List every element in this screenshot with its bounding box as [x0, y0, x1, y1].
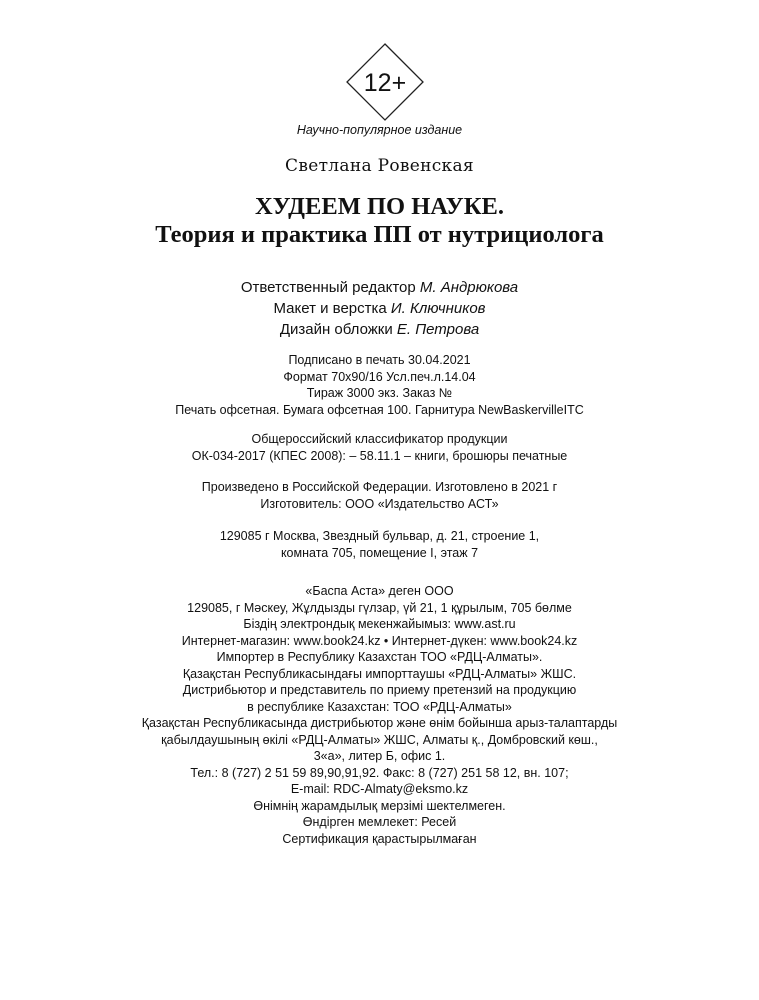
credits: [0, 277, 759, 340]
kz-info-line: Өнімнің жарамдылық мерзімі шектелмеген.: [253, 798, 506, 813]
credit-person: М. Андрюкова: [419, 279, 519, 296]
credit-role: Дизайн обложки: [279, 321, 393, 338]
kz-info-line: Қазақстан Республикасындағы импорттаушы «РДЦ-Алматы» ЖШС.: [182, 666, 577, 681]
age-rating-label: 12+: [363, 69, 407, 97]
kz-info-line: E-mail: RDC-Almaty@eksmo.kz: [290, 782, 469, 796]
kz-info-line: Импортер в Республику Казахстан ТОО «РДЦ-Алматы».: [216, 650, 543, 664]
kz-info-line: «Баспа Аста» деген ООО: [305, 584, 454, 598]
manufacturer-line: Изготовитель: ООО «Издательство АСТ»: [260, 496, 499, 511]
manufacturer-info: [0, 479, 759, 512]
kz-info-line: 3«а», литер Б, офис 1.: [313, 749, 446, 763]
kz-info-line: Дистрибьютор и представитель по приему претензий на продукцию: [182, 683, 577, 697]
classifier-line: ОК-034-2017 (КПЕС 2008): – 58.11.1 – книги, брошюры печатные: [191, 448, 568, 463]
classifier-line: Общероссийский классификатор продукции: [251, 432, 508, 446]
credit-person: Е. Петрова: [396, 321, 480, 338]
print-info-line: Печать офсетная. Бумага офсетная 100. Гарнитура NewBaskervilleITC: [175, 402, 584, 417]
print-info-line: Подписано в печать 30.04.2021: [288, 353, 471, 367]
address-line: комната 705, помещение I, этаж 7: [280, 545, 479, 560]
address-line: 129085 г Москва, Звездный бульвар, д. 21, строение 1,: [219, 529, 540, 543]
credit-role: Ответственный редактор: [240, 279, 416, 296]
print-info: [0, 352, 759, 418]
kz-info-line: Қазақстан Республикасында дистрибьютор және өнім бойынша арыз-талаптарды: [141, 716, 618, 730]
kz-info-line: Біздің электрондық мекенжайымыз: www.ast.ru: [243, 617, 516, 631]
kz-info-line: Өндірген мемлекет: Ресей: [302, 815, 457, 829]
credit-person: И. Ключников: [390, 300, 486, 317]
age-rating-diamond-icon: [346, 43, 424, 121]
kz-info-line: Тел.: 8 (727) 2 51 59 89,90,91,92. Факс: 8 (727) 251 58 12, вн. 107;: [190, 765, 569, 780]
credit-layout: [0, 298, 759, 319]
kz-info-line: 129085, г Мәскеу, Жұлдызды гүлзар, үй 21, 1 құрылым, 705 бөлме: [187, 600, 572, 615]
kz-info-line: Сертификация қарастырылмаған: [282, 831, 477, 846]
credit-role: Макет и верстка: [273, 300, 387, 317]
book-title-line-2: Теория и практика ПП от нутрициолога: [155, 221, 604, 248]
author-name: Светлана Ровенская: [285, 156, 474, 176]
kazakhstan-info: [0, 583, 759, 847]
print-info-line: Формат 70x90/16 Усл.печ.л.14.04: [283, 369, 476, 384]
manufacturer-line: Произведено в Российской Федерации. Изготовлено в 2021 г: [201, 480, 558, 494]
book-title-line-1: ХУДЕЕМ ПО НАУКЕ.: [254, 193, 505, 220]
age-rating-badge: [346, 43, 424, 121]
credit-editor: [0, 277, 759, 298]
series-label: Научно-популярное издание: [296, 123, 463, 137]
kz-info-line: в республике Казахстан: ТОО «РДЦ-Алматы»: [247, 699, 512, 714]
book-title: [0, 193, 759, 249]
print-info-line: Тираж 3000 экз. Заказ №: [306, 386, 453, 400]
kz-info-line: қабылдаушының өкілі «РДЦ-Алматы» ЖШС, Алматы қ., Домбровский көш.,: [161, 732, 598, 747]
publisher-address: [0, 528, 759, 561]
credit-cover-design: [0, 319, 759, 340]
product-classifier: [0, 431, 759, 464]
kz-info-line: Интернет-магазин: www.book24.kz • Интернет-дүкен: www.book24.kz: [181, 633, 578, 648]
